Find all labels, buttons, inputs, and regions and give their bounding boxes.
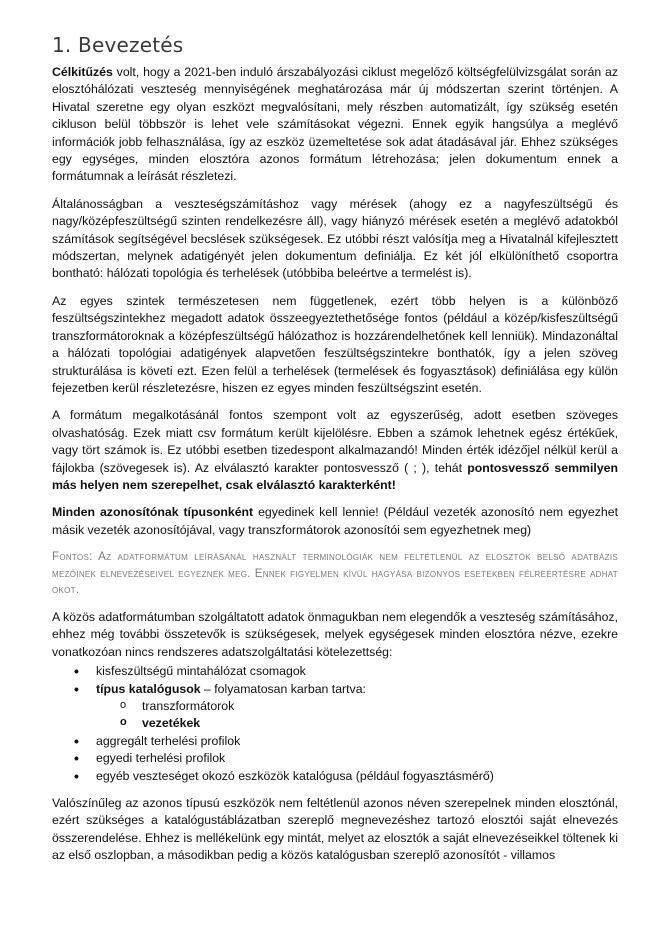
paragraph-general: Általánosságban a veszteségszámításhoz vagy mérések (ahogy ez a nagyfeszültségű és nagy/középfeszültségű szinten rendelkezésre áll), vagy hiányzó mérések esetén a meglévő adatokból számítások segítségével becslések szükségesek. Ez utóbbi részt valósítja meg a Hivatalnál kifejlesztett módszertan, melynek adatigényét jelen dokumentum definiálja. Ez két jól elkülöníthető csoportra bontható: hálózati topológia és terhelések (utóbbiba beleértve a termelést is). (52, 196, 618, 281)
goal-lead: Célkitűzés (52, 65, 113, 79)
terminology-note: Fontos: Az adatformátum leírásánál használt terminológiák nem feltétlenül az elosztók belső adatbázis mezőinek elnevezéseivel egyeznek meg. Ennek figyelmen kívül hagyása bizonyos esetekben félreértésre adhat okot. (52, 551, 618, 597)
catalog-sublist (96, 698, 618, 733)
document-page (52, 32, 618, 875)
list-item: • aggregált terhelési profilok (74, 733, 618, 750)
list-item: • kisfeszültségű mintahálózat csomagok (74, 663, 618, 680)
sublist-item: o vezetékek (120, 715, 618, 732)
identifiers-lead: Minden azonosítónak típusonként (52, 505, 254, 520)
paragraph-identifiers (52, 504, 618, 539)
section-heading: 1. Bevezetés (52, 33, 184, 57)
format-text: A formátum megalkotásánál fontos szempont volt az egyszerűség, adott esetben szöveges olvashatóság. Ezek miatt csv formátum került kijelölésre. Ebben a számok lehetnek egész értékűek, vagy tört számok is. Ez utóbbi esetben tizedespont alkalmazandó! Minden érték idézőjel nélkül kerül a fájlokba (szövegesek is). Az elválasztó karakter pontosvessző ( ; ), tehát (52, 408, 618, 475)
list-item: • egyéb veszteséget okozó eszközök katalógusa (például fogyasztásmérő) (74, 768, 618, 785)
goal-text: volt, hogy a 2021-ben induló árszabályozási ciklust megelőző költségfelülvizsgálat során az elosztóhálózati veszteség mennyiségének meghatározása már új módszertan szerint történjen. A Hivatal szeretne egy olyan eszközt megvalósítani, mely részben automatizált, így szükség esetén cikluson belül többször is lehet vele számításokat végezni. Ennek egyik hangsúlya a meglévő információk jobb felhasználása, így az eszköz üzemeltetése sok adat átadásával jár. Ehhez szükséges egy egységes, minden elosztóra azonos formátum létrehozása; jelen dokumentum ennek a formátumnak a leírását részletezi. (52, 65, 618, 184)
list-item (74, 681, 618, 733)
identifiers-text: egyedinek kell lennie! (Például vezeték azonosító nem egyezhet másik vezeték azonosítójával, vagy transzformátorok azonosítói sem egyezhetnek meg) (52, 505, 618, 537)
sublist-item: o transzformátorok (120, 698, 618, 715)
paragraph-levels: Az egyes szintek természetesen nem függetlenek, ezért több helyen is a különböző feszültségszintekhez megadott adatok összeegyeztethetősége fontos (például a közép/kisfeszültségű transzformátoroknak a középfeszültségű hálózathoz is hozzárendelhetőnek kell lenniük). Mindazonáltal a hálózati topológiai adatigények alapvetően feszültségszintekre bonthatók, így a jelen szöveg strukturálása is követi ezt. Ezen felül a terhelések (termelések és fogyasztások) definiálása egy külön fejezetben kerül részletezésre, hiszen ez egyes minden feszültségszint esetén. (52, 293, 618, 395)
components-list (52, 663, 618, 785)
paragraph-format (52, 407, 618, 494)
paragraph-components: A közös adatformátumban szolgáltatott adatok önmagukban nem elegendők a veszteség számításához, ehhez még további összetevők is szükségesek, melyek egységesek minden elosztóra nézve, ezekre vonatkozóan nincs rendszeres adatszolgáltatási kötelezettség: (52, 609, 618, 659)
catalog-label: típus katalógusok (96, 681, 201, 696)
list-item: • egyedi terhelési profilok (74, 750, 618, 767)
format-warning: pontosvessző semmilyen más helyen nem szerepelhet, csak elválasztó karakterként! (52, 460, 619, 492)
catalog-note: – folyamatosan karban tartva: (200, 681, 366, 696)
paragraph-catalog-mapping: Valószínűleg az azonos típusú eszközök nem feltétlenül azonos néven szerepelnek minden elosztónál, ezért szükséges a katalógustáblázatban szereplő megnevezéshez tartozó elosztói saját elnevezés összerendelése. Ehhez is mellékelünk egy mintát, melyet az elosztók a saját elnevezéseikkel töltenek ki az első oszlopban, a másodikban pedig a közös katalógusban szereplő azonosítót - villamos (52, 796, 618, 863)
paragraph-goal (52, 64, 618, 186)
